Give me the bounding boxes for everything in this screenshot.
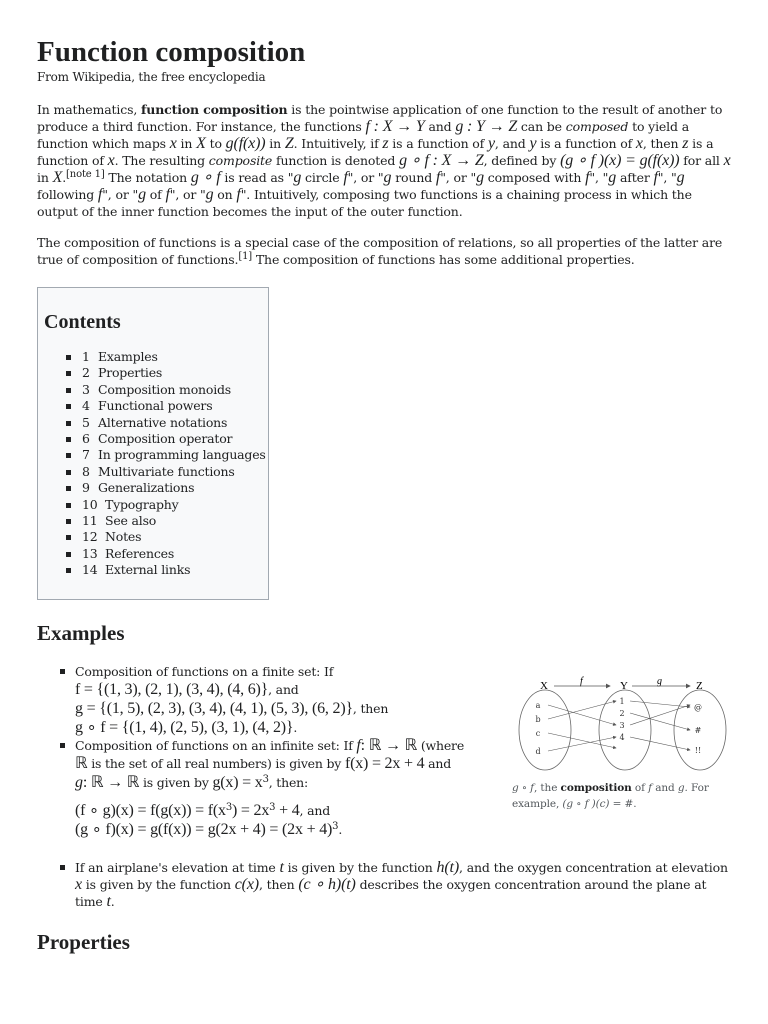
- toc-item[interactable]: [66, 398, 268, 414]
- toc-item-label[interactable]: See also: [105, 513, 157, 529]
- set-element-label: c: [535, 729, 541, 738]
- examples-list: [37, 663, 497, 839]
- set-element-label: @: [694, 703, 702, 712]
- mapping-arrow: [548, 705, 616, 725]
- set-element-label: 2: [619, 709, 625, 718]
- toc-item-label[interactable]: Notes: [105, 529, 142, 545]
- label-x: X: [540, 680, 548, 692]
- examples-list-continued: [37, 859, 732, 910]
- toc-item[interactable]: [66, 529, 268, 545]
- mapping-arrow: [630, 713, 690, 730]
- set-element-label: !!: [694, 746, 702, 755]
- mapping-arrow: [630, 705, 690, 725]
- label-z: Z: [696, 680, 703, 692]
- toc-item-label[interactable]: Generalizations: [98, 480, 195, 496]
- toc-item-number: 6: [82, 431, 90, 447]
- toc-item[interactable]: [66, 431, 268, 447]
- mapping-arrow: [630, 737, 690, 750]
- toc-item[interactable]: [66, 497, 268, 513]
- reference-link[interactable]: [1]: [238, 250, 253, 262]
- toc-item-number: 5: [82, 414, 90, 430]
- composition-figure: [512, 672, 734, 812]
- article: [37, 0, 732, 954]
- properties-heading: Properties: [37, 930, 130, 954]
- set-element-label: 4: [619, 733, 625, 742]
- list-item: Composition of functions on a finite set: If f = {(1, 3), (2, 1), (3, 4), (4, 6)}, and g = {(1, 5), (2, 3), (3, 4), (4, 1), (5, 3), (6, 2)}, then g ∘ f = {(1, 4), (2, 5), (3, 1), (4, 2)}.: [37, 663, 497, 737]
- toc-item-label[interactable]: Composition monoids: [98, 381, 232, 397]
- toc-item-number: 4: [82, 398, 90, 414]
- label-g: g: [657, 676, 662, 687]
- toc-item-number: 10: [82, 496, 98, 512]
- toc-item-number: 2: [82, 365, 90, 381]
- toc-item-number: 13: [82, 545, 98, 561]
- toc-item-label[interactable]: Composition operator: [98, 431, 233, 447]
- toc-item-label[interactable]: Functional powers: [98, 398, 213, 414]
- label-f: f: [580, 676, 583, 687]
- toc-item[interactable]: [66, 480, 268, 496]
- toc-item[interactable]: [66, 464, 268, 480]
- mapping-arrow: [548, 733, 616, 748]
- set-element-label: b: [535, 715, 541, 724]
- table-of-contents: [37, 287, 269, 600]
- mapping-arrow: [548, 737, 616, 751]
- note-link[interactable]: [note 1]: [66, 168, 105, 180]
- set-y-ellipse: [599, 690, 651, 770]
- term-bold: function composition: [141, 102, 288, 117]
- toc-item[interactable]: [66, 415, 268, 431]
- toc-item[interactable]: [66, 513, 268, 529]
- toc-item-label[interactable]: Multivariate functions: [98, 463, 235, 479]
- toc-item-label[interactable]: Typography: [105, 496, 179, 512]
- toc-item-label[interactable]: Examples: [98, 349, 158, 364]
- toc-item-label[interactable]: External links: [105, 562, 191, 578]
- toc-item[interactable]: [66, 447, 268, 463]
- toc-item-number: 9: [82, 480, 90, 496]
- examples-heading: Examples: [37, 621, 125, 645]
- toc-item[interactable]: [66, 562, 268, 578]
- intro-paragraph: In mathematics, function composition is the pointwise application of one function to the result of another to produce a third function. For instance, the functions f : X → Y and g : Y → Z can be composed to yield a function which maps x in X to g(f(x)) in Z. Intuitively, if z is a function of y, and y is a function of x, then z is a function of x. The resulting composite function is denoted g ∘ f : X → Z, defined by (g ∘ f )(x) = g(f(x)) for all x in X.[note 1] The notation g ∘ f is read as "g circle f", or "g round f", or "g composed with f", "g after f", "g following f", or "g of f", or "g on f". Intuitively, composing two functions is a chaining process in which the output of the inner function becomes the input of the outer function.: [37, 102, 731, 219]
- toc-item[interactable]: [66, 382, 268, 398]
- set-element-label: 1: [619, 697, 625, 706]
- toc-item-label[interactable]: Properties: [98, 365, 163, 381]
- toc-item-label[interactable]: In programming languages: [98, 447, 266, 463]
- toc-item-label[interactable]: Alternative notations: [98, 414, 228, 430]
- toc-item[interactable]: [66, 349, 268, 365]
- figure-caption: g ∘ f, the composition of f and g. For example, (g ∘ f )(c) = #.: [512, 782, 709, 810]
- toc-item[interactable]: [66, 546, 268, 562]
- label-y: Y: [620, 680, 628, 692]
- composition-diagram: [512, 672, 734, 772]
- set-element-label: 3: [619, 721, 625, 730]
- set-element-label: a: [535, 701, 541, 710]
- list-item: Composition of functions on an infinite set: If f: ℝ → ℝ (where ℝ is the set of all real numbers) is given by f(x) = 2x + 4 and g: ℝ → ℝ is given by $g(x) = x^3$, then: (f ∘ $g)(x) = f(g(x)) = f(x^3) = 2x^3 + 4$, and (g ∘ $f)(x) = g(f(x)) = g(2x + 4) = (2x + 4)^3$.: [37, 737, 497, 839]
- toc-item-label[interactable]: References: [105, 545, 175, 561]
- mapping-arrow: [630, 701, 690, 707]
- toc-item-number: 14: [82, 562, 98, 578]
- set-element-label: d: [535, 747, 541, 756]
- toc-item-number: 12: [82, 529, 98, 545]
- toc-item-number: 1: [82, 349, 90, 364]
- tagline: From Wikipedia, the free encyclopedia: [37, 70, 266, 84]
- second-paragraph: The composition of functions is a special case of the composition of relations, so all properties of the latter are true of composition of functions.[1] The composition of functions has some additional properties.: [37, 235, 723, 267]
- toc-item-number: 3: [82, 381, 90, 397]
- toc-title: Contents: [44, 311, 121, 333]
- page-title: Function composition: [37, 36, 306, 68]
- mapping-arrow: [548, 701, 616, 719]
- set-element-label: #: [694, 726, 702, 735]
- toc-item-number: 11: [82, 513, 98, 529]
- toc-list: [66, 349, 268, 579]
- toc-item-number: 8: [82, 463, 90, 479]
- toc-item-number: 7: [82, 447, 90, 463]
- set-x-ellipse: [519, 690, 571, 770]
- list-item: If an airplane's elevation at time t is given by the function h(t), and the oxygen concentration at elevation x is given by the function c(x), then (c ∘ h)(t) describes the oxygen concentration around the plane at time t.: [37, 859, 732, 910]
- toc-item[interactable]: [66, 365, 268, 381]
